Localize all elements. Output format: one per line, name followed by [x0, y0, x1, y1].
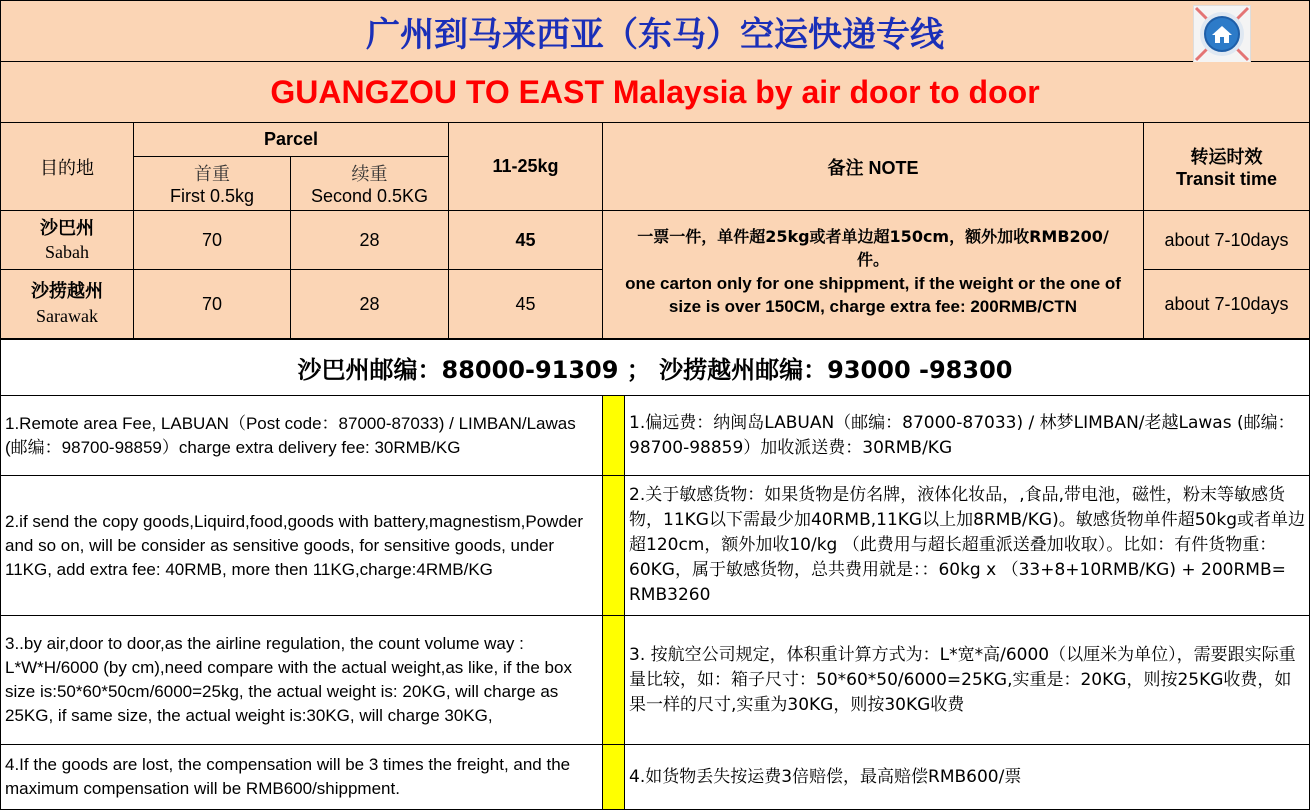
- sabah-transit-time: about 7-10days: [1144, 211, 1310, 270]
- subtitle-row: [0, 62, 1310, 123]
- divider-3: [603, 616, 625, 745]
- shipping-note: 一票一件，单件超25kg或者单边超150cm，额外加收RMB200/件。 one carton only for one shippment, if the weight or the one of size is over 150CM, charge extra fee: 200RMB/CTN: [603, 211, 1144, 339]
- divider-2: [603, 476, 625, 616]
- postcode-row: 沙巴州邮编：88000-91309 ； 沙捞越州邮编：93000 -98300: [0, 339, 1310, 396]
- term-2-en: 2.if send the copy goods,Liquird,food,goods with battery,magnestism,Powder and so on, will be consider as sensitive goods, for sensitive goods, under 11KG, add extra fee: 40RMB, more then 11KG,charge:4RMB/KG: [0, 476, 603, 616]
- sabah-first-price: 70: [134, 211, 291, 270]
- sarawak-second-price: 28: [291, 270, 449, 339]
- first-weight-header: 首重 First 0.5kg: [134, 157, 291, 211]
- sarawak-transit-time: about 7-10days: [1144, 270, 1310, 339]
- term-4-en: 4.If the goods are lost, the compensation will be 3 times the freight, and the maximum compensation will be RMB600/shippment.: [0, 745, 603, 810]
- page-title-cn: 广州到马来西亚（东马）空运快递专线: [366, 14, 944, 55]
- term-1-en: 1.Remote area Fee, LABUAN（Post code：87000-87033) / LIMBAN/Lawas (邮编：98700-98859）charge extra delivery fee: 30RMB/KG: [0, 396, 603, 476]
- term-2-cn: 2.关于敏感货物：如果货物是仿名牌，液体化妆品，,食品,带电池，磁性，粉末等敏感货物，11KG以下需最少加40RMB,11KG以上加8RMB/KG)。敏感货物单件超50kg或者单边超120cm，额外加收10/kg （此费用与超长超重派送叠加收取）。比如：有件货物重：60KG，属于敏感货物，总共费用就是：：60kg x （33+8+10RMB/KG) + 200RMB= RMB3260: [625, 476, 1310, 616]
- parcel-header: Parcel: [134, 123, 449, 157]
- destination-sarawak: 沙捞越州 Sarawak: [0, 270, 134, 339]
- note-header: 备注 NOTE: [603, 123, 1144, 211]
- destination-header: 目的地: [0, 123, 134, 211]
- term-3-cn: 3. 按航空公司规定，体积重计算方式为：L*宽*高/6000（以厘米为单位），需要跟实际重量比较，如：箱子尺寸：50*60*50/6000=25KG,实重是：20KG，则按25KG收费，如果一样的尺寸,实重为30KG，则按30KG收费: [625, 616, 1310, 745]
- destination-sabah: 沙巴州 Sabah: [0, 211, 134, 270]
- term-4-cn: 4.如货物丢失按运费3倍赔偿，最高赔偿RMB600/票: [625, 745, 1310, 810]
- divider-4: [603, 745, 625, 810]
- transit-header: 转运时效 Transit time: [1144, 123, 1310, 211]
- home-icon: [1194, 6, 1250, 62]
- title-row: [0, 0, 1310, 62]
- sarawak-range-price: 45: [449, 270, 603, 339]
- divider-1: [603, 396, 625, 476]
- sarawak-first-price: 70: [134, 270, 291, 339]
- sabah-range-price: 45: [449, 211, 603, 270]
- page-title-en: GUANGZOU TO EAST Malaysia by air door to door: [270, 73, 1040, 110]
- sabah-second-price: 28: [291, 211, 449, 270]
- term-3-en: 3..by air,door to door,as the airline regulation, the count volume way : L*W*H/6000 (by cm),need compare with the actual weight,as like, if the box size is:50*60*50cm/6000=25kg, the actual weight is: 20KG, will charge as 25KG, if same size, the actual weight is:30KG, will charge 30KG,: [0, 616, 603, 745]
- second-weight-header: 续重 Second 0.5KG: [291, 157, 449, 211]
- term-1-cn: 1.偏远费：纳闽岛LABUAN（邮编：87000-87033) / 林梦LIMBAN/老越Lawas (邮编：98700-98859）加收派送费：30RMB/KG: [625, 396, 1310, 476]
- home-button[interactable]: [1193, 5, 1251, 63]
- range-header: 11-25kg: [449, 123, 603, 211]
